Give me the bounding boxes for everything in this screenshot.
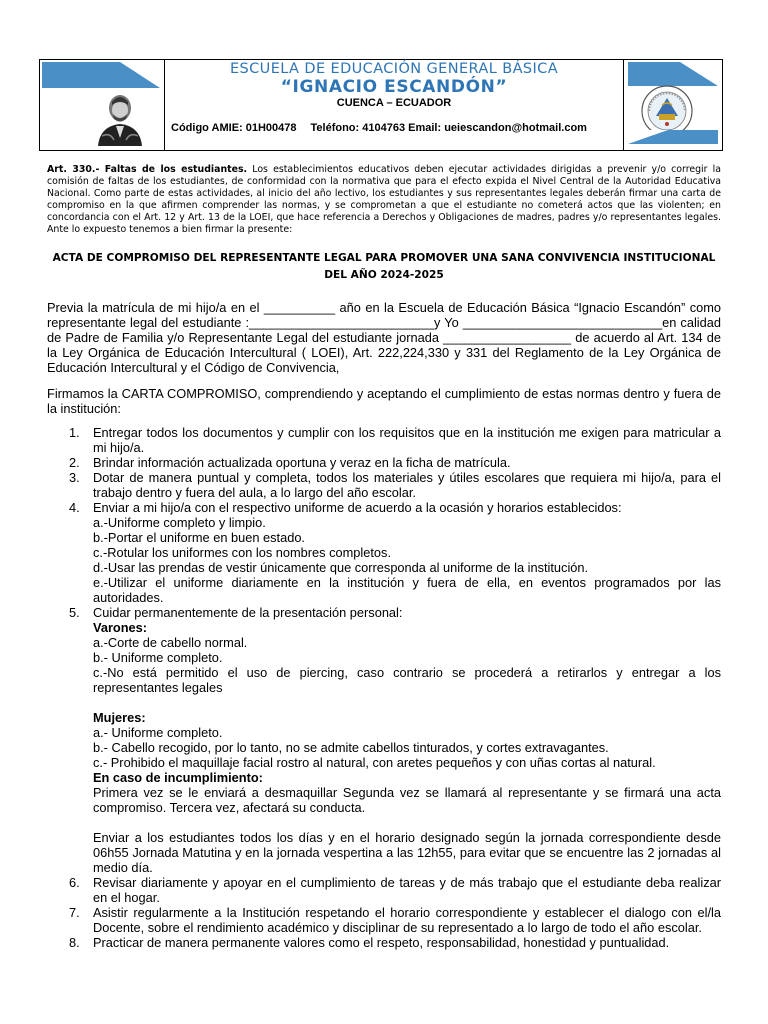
- article-text: Los establecimientos educativos deben ejecutar actividades dirigidas a prevenir y/o corregir la comisión de faltas de los estudiantes, de conformidad con la normativa que para el efecto expida el Nivel Central de la Autoridad Educativa Nacional. Como parte de estas actividades, al inicio del año lectivo, los estudiantes y sus representantes legales deberán firmar una carta de compromiso en la que afirmen comprender las normas, y se comprometan a que el estudiante no cometerá actos que las violenten; en concordancia con el Art. 12 y Art. 13 de la LOEI, que hace referencia a Derechos y Obligaciones de madres, padres y/o representantes legales. Ante lo expuesto tenemos a bien firmar la presente:: [47, 164, 722, 235]
- item-text: Dotar de manera puntual y completa, todos los materiales y útiles escolares que requiera mi hijo/a, para el trabajo dentro y fuera del aula, a lo largo del año escolar.: [93, 470, 721, 500]
- sub-item: b.- Cabello recogido, por lo tanto, no se admite cabellos tinturados, y cortes extravagantes.: [93, 740, 609, 755]
- sub-item: c.-Rotular los uniformes con los nombres completos.: [93, 545, 392, 560]
- portrait-icon: [92, 88, 148, 146]
- school-name-heading: “IGNACIO ESCANDÓN”: [280, 77, 508, 97]
- item-text: Revisar diariamente y apoyar en el cumplimiento de tareas y de más trabajo que el estudiante deba realizar en el hogar.: [93, 875, 721, 905]
- item-text: Brindar información actualizada oportuna y veraz en la ficha de matrícula.: [93, 455, 511, 470]
- sub-item: c.- Prohibido el maquillaje facial rostro al natural, con aretes pequeños y con uñas cortas al natural.: [93, 755, 656, 770]
- school-type-heading: ESCUELA DE EDUCACIÓN GENERAL BÁSICA: [229, 61, 559, 77]
- item-text: Practicar de manera permanente valores como el respeto, responsabilidad, honestidad y puntualidad.: [93, 935, 670, 950]
- horario-text: Enviar a los estudiantes todos los días y en el horario designado según la jornada correspondiente desde 06h55 Jornada Matutina y en la jornada vespertina a las 12h55, para evitar que se encuentre las 2 jornadas al medio día.: [93, 830, 721, 875]
- legal-article-paragraph: [47, 164, 721, 236]
- item-number: 7.: [69, 905, 80, 920]
- contact-info: Teléfono: 4104763 Email: ueiescandon@hotmail.com: [310, 122, 587, 134]
- commitment-statement: Firmamos la CARTA COMPROMISO, comprendiendo y aceptando el cumplimiento de estas normas dentro y fuera de la institución:: [47, 386, 721, 416]
- item-number: 8.: [69, 935, 80, 950]
- sub-item: b.-Portar el uniforme en buen estado.: [93, 530, 305, 545]
- list-item: [47, 935, 721, 950]
- item-text: Entregar todos los documentos y cumplir con los requisitos que en la institución me exigen para matricular a mi hijo/a.: [93, 425, 721, 455]
- decorative-band: [628, 62, 718, 86]
- item-number: 3.: [69, 470, 80, 485]
- item-number: 4.: [69, 500, 80, 515]
- intro-paragraph: Previa la matrícula de mi hijo/a en el __________ año en la Escuela de Educación Básica “Ignacio Escandón” como representante legal del estudiante :__________________________y Yo ____________________________en calidad de Padre de Familia y/o Representante Legal del estudiante jornada __________________ de acuerdo al Art. 134 de la Ley Orgánica de Educación Intercultural ( LOEI), Art. 222,224,330 y 331 del Reglamento de la Ley Orgánica de Educación Intercultural y el Código de Convivencia,: [47, 300, 721, 375]
- list-item: [47, 470, 721, 500]
- item-text: Cuidar permanentemente de la presentación personal:: [93, 605, 403, 620]
- city-line: CUENCA – ECUADOR: [336, 97, 452, 109]
- list-item: [47, 425, 721, 455]
- item-number: 6.: [69, 875, 80, 890]
- incumplimiento-text: Primera vez se le enviará a desmaquillar Segunda vez se llamará al representante y se firmará una acta compromiso. Tercera vez, afectará su conducta.: [93, 785, 721, 815]
- incumplimiento-heading: En caso de incumplimiento:: [93, 770, 263, 785]
- sub-item: a.-Corte de cabello normal.: [93, 635, 248, 650]
- sub-item: b.- Uniforme completo.: [93, 650, 223, 665]
- document-title: ACTA DE COMPROMISO DEL REPRESENTANTE LEGAL PARA PROMOVER UNA SANA CONVIVENCIA INSTITUCIONAL DEL AÑO 2024-2025: [52, 252, 716, 281]
- list-item: [47, 605, 721, 875]
- amie-code: Código AMIE: 01H00478: [171, 122, 297, 134]
- item-number: 2.: [69, 455, 80, 470]
- contact-line: [171, 122, 587, 134]
- item-number: 1.: [69, 425, 80, 440]
- item-number: 5.: [69, 605, 80, 620]
- list-item: [47, 455, 721, 470]
- sub-item: c.-No está permitido el uso de piercing, caso contrario se procederá a retirarlos y entregar a los representantes legales: [93, 665, 721, 695]
- list-item: [47, 905, 721, 935]
- item-text: Asistir regularmente a la Institución respetando el horario correspondiente y establecer el dialogo con el/la Docente, sobre el rendimiento académico y disciplinar de su representado a lo largo de todo el año escolar.: [93, 905, 721, 935]
- list-item: [47, 500, 721, 605]
- article-heading: Art. 330.- Faltas de los estudiantes.: [47, 164, 248, 175]
- decorative-band: [42, 62, 160, 88]
- list-item: [47, 875, 721, 905]
- sub-item: e.-Utilizar el uniforme diariamente en la institución y fuera de ella, en eventos programados por las autoridades.: [93, 575, 721, 605]
- varones-heading: Varones:: [93, 620, 148, 635]
- spacer: [93, 815, 721, 830]
- spacer: [93, 695, 721, 710]
- document-header: [39, 59, 723, 151]
- commitment-list: [47, 425, 721, 950]
- sub-item: a.- Uniforme completo.: [93, 725, 223, 740]
- header-right-logo-cell: [623, 60, 722, 150]
- sub-item: d.-Usar las prendas de vestir únicamente que corresponda al uniforme de la institución.: [93, 560, 589, 575]
- header-left-logo-cell: [40, 60, 165, 150]
- sub-item: a.-Uniforme completo y limpio.: [93, 515, 266, 530]
- mujeres-heading: Mujeres:: [93, 710, 146, 725]
- item-text: Enviar a mi hijo/a con el respectivo uniforme de acuerdo a la ocasión y horarios establecidos:: [93, 500, 622, 515]
- decorative-band: [628, 130, 718, 144]
